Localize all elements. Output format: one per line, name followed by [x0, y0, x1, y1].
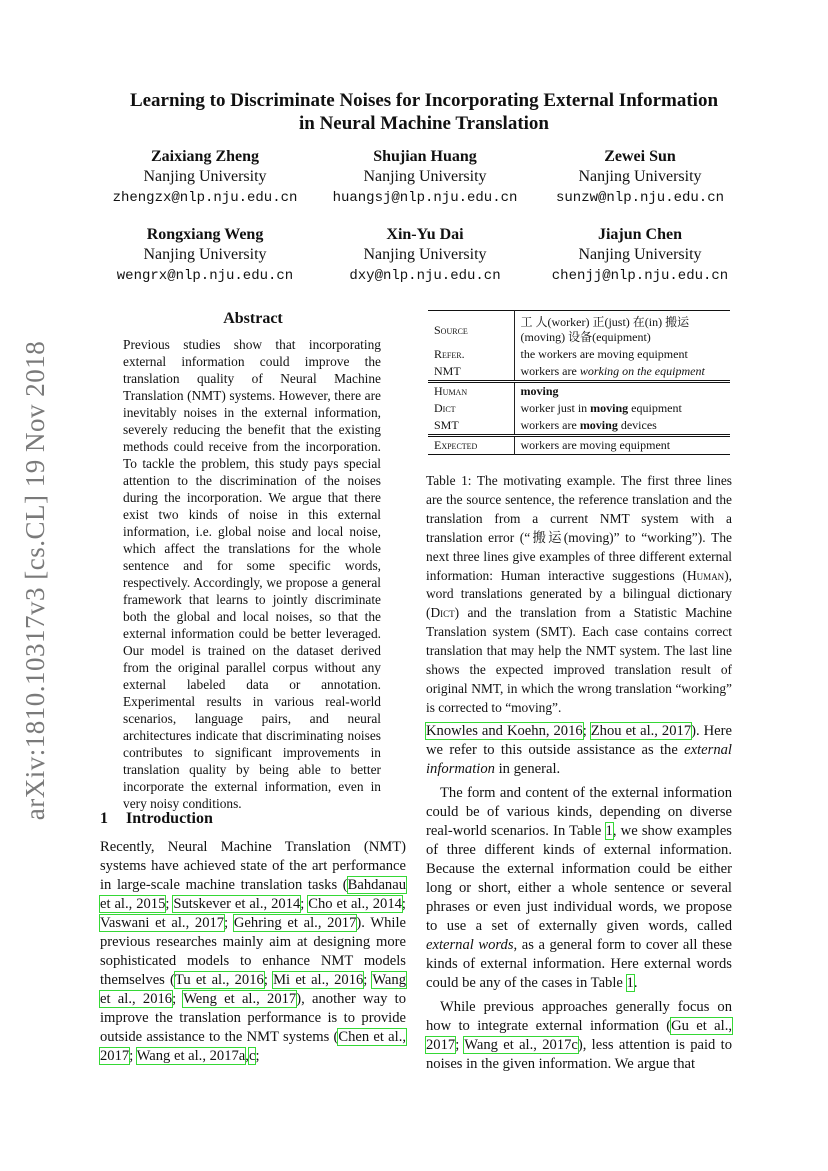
table-row: [428, 400, 730, 417]
author-name: Shujian Huang: [373, 148, 477, 165]
author-name: Zewei Sun: [604, 148, 676, 165]
separator: ;: [224, 915, 234, 931]
row-value: [514, 400, 730, 417]
author-affiliation: Nanjing University: [143, 168, 267, 185]
citation-link[interactable]: Wang et al., 2017a: [136, 1048, 246, 1064]
row-value: [514, 382, 730, 401]
abstract-heading: Abstract: [223, 310, 283, 327]
abstract-text: Previous studies show that incorporating external information could improve the translation quality of Neural Machine Translation (NMT) systems. However, there are inevitably noises in the external information, severely reducing the benefit that the existing methods could receive from the incorporation. To tackle the problem, this study pays special attention to the discrimination of the noises during the incorporation. We argue that there exist two kinds of noise in this external information, i.e. global noise and local noise, which affect the translations for the whole sentence and for some specific words, respectively. Accordingly, we propose a general framework that learns to jointly discriminate both the global and local noises, so that the external information could be better leveraged. Our model is trained on the dataset derived from the original parallel corpus without any external labeled data or annotation. Experimental results in various real-world scenarios, language pairs, and neural architectures indicate that discriminating noises contributes to significant improvements in translation quality by being able to better incorporate the external information, even in very noisy conditions.: [123, 337, 381, 811]
caption-smallcaps: Dict: [430, 605, 455, 621]
author-block: [540, 147, 740, 209]
value-bold: moving: [590, 401, 629, 415]
section-number: 1: [100, 810, 108, 827]
caption-text: ) and the translation from a Statistic Machine Translation system (SMT). Each case contains correct translation that may help the NMT system. The last line shows the expected improved translation result of original NMT, in which the wrong translation “working” is corrected to “moving”.: [426, 605, 732, 715]
table-row: [428, 417, 730, 436]
author-block: [320, 147, 530, 209]
row-key: Expected: [428, 436, 514, 455]
body-text: ;: [255, 1048, 260, 1064]
author-row-2: [100, 225, 740, 287]
paragraph: [426, 722, 732, 779]
paper-title: [90, 89, 758, 135]
table-row: [428, 346, 730, 363]
author-block: [540, 225, 740, 287]
author-affiliation: Nanjing University: [578, 246, 702, 263]
citation-link[interactable]: Wang et al., 2017c: [464, 1037, 578, 1053]
title-line-1: Learning to Discriminate Noises for Incorporating External Information: [129, 90, 719, 111]
citation-link[interactable]: Gu et al., 2017: [426, 1018, 733, 1053]
paragraph: [426, 998, 732, 1074]
paragraph: [426, 784, 732, 993]
section-title: Introduction: [126, 810, 213, 827]
value-bold: moving: [520, 384, 559, 398]
row-key: Source: [428, 311, 514, 347]
author-email: zhengzx@nlp.nju.edu.cn: [112, 190, 298, 206]
citation-link[interactable]: Wang et al., 2016: [100, 972, 406, 1007]
citation-link[interactable]: Gehring et al., 2017: [233, 915, 357, 931]
value-text: worker just in: [520, 401, 591, 415]
row-value: workers are moving equipment: [520, 438, 671, 452]
author-email: wengrx@nlp.nju.edu.cn: [116, 268, 294, 284]
caption-smallcaps: Human: [687, 567, 725, 583]
citation-link[interactable]: Weng et al., 2017: [183, 991, 297, 1007]
table-caption: [426, 472, 732, 718]
author-name: Jiajun Chen: [597, 226, 683, 243]
caption-text: Table 1: The motivating example. The first three lines are the source sentence, the reference translation and the translation from a current NMT system with a translation error (“搬运(moving)” to “working”). The next three lines give examples of three different external information: Human interactive suggestions (: [426, 473, 732, 583]
value-text: workers are: [520, 364, 580, 378]
author-email: sunzw@nlp.nju.edu.cn: [555, 190, 725, 206]
arxiv-identifier-stamp: [8, 300, 64, 860]
separator: ;: [363, 972, 373, 988]
citation-link[interactable]: Tu et al., 2016: [174, 972, 264, 988]
author-name: Xin-Yu Dai: [386, 226, 464, 243]
separator: ;: [300, 896, 309, 912]
citation-link[interactable]: Bahdanau et al., 2015: [100, 877, 406, 912]
value-emphasis: working on the equipment: [579, 364, 705, 378]
table-row: [428, 311, 730, 347]
table-reference-link[interactable]: 1: [626, 975, 634, 991]
separator: ;: [129, 1048, 137, 1064]
row-key: SMT: [428, 417, 514, 436]
citation-link[interactable]: Zhou et al., 2017: [590, 723, 692, 739]
author-row-1: [100, 147, 740, 209]
author-affiliation: Nanjing University: [578, 168, 702, 185]
right-column-body: [426, 722, 732, 1079]
motivating-example-table: [428, 310, 730, 455]
body-text: ), less attention is paid to noises in the given information. We argue that: [426, 1037, 732, 1072]
row-value: the workers are moving equipment: [520, 347, 688, 361]
separator: ;: [172, 991, 184, 1007]
separator: ;: [401, 896, 406, 912]
citation-link[interactable]: Knowles and Koehn, 2016: [426, 723, 583, 739]
author-affiliation: Nanjing University: [363, 168, 487, 185]
citation-link[interactable]: Chen et al., 2017: [100, 1029, 406, 1064]
introduction-paragraph: [100, 838, 406, 1066]
row-key: NMT: [428, 363, 514, 382]
separator: ;: [263, 972, 274, 988]
row-key: Dict: [428, 400, 514, 417]
author-email: huangsj@nlp.nju.edu.cn: [332, 190, 518, 206]
value-text: equipment: [628, 401, 682, 415]
section-heading-introduction: [100, 810, 406, 828]
title-line-2: in Neural Machine Translation: [298, 113, 549, 134]
body-text: in general.: [494, 761, 561, 777]
body-text: , we show examples of three different kinds of external information. Because the external information could be either long or short, either a whole sentence or several phrases or even just individual words, we propose to use a set of externally given words, called: [426, 823, 732, 934]
body-emphasis: external information: [426, 742, 732, 777]
body-text: .: [633, 975, 638, 991]
row-value: [514, 363, 730, 382]
body-text: The form and content of the external information could be of various kinds, depending on diverse real-world scenarios. In Table: [426, 785, 732, 839]
separator: ;: [582, 723, 591, 739]
citation-link[interactable]: Vaswani et al., 2017: [100, 915, 225, 931]
author-name: Zaixiang Zheng: [150, 148, 260, 165]
separator: ,: [245, 1048, 249, 1064]
body-text: ). Here we refer to this outside assistance as the: [426, 723, 732, 758]
value-text: workers are: [520, 418, 580, 432]
body-text: ). While previous researches mainly aim at designing more sophisticated models to enhance NMT models themselves (: [100, 915, 406, 988]
author-block: [100, 225, 310, 287]
separator: ;: [165, 896, 174, 912]
author-name: Rongxiang Weng: [146, 226, 264, 243]
body-emphasis: external words: [426, 937, 514, 953]
row-value: 工 人(worker) 正(just) 在(in) 搬运(moving) 设备(equipment): [520, 315, 690, 344]
table-reference-link[interactable]: 1: [605, 823, 613, 839]
separator: ;: [455, 1037, 465, 1053]
author-block: [320, 225, 530, 287]
table-row: [428, 382, 730, 401]
table-row: [428, 363, 730, 382]
row-key: Refer.: [428, 346, 514, 363]
citation-link[interactable]: Sutskever et al., 2014: [173, 896, 301, 912]
body-text: ), another way to improve the translation performance is to provide outside assistance to the NMT systems (: [100, 991, 406, 1045]
author-affiliation: Nanjing University: [143, 246, 267, 263]
citation-link[interactable]: Mi et al., 2016: [273, 972, 364, 988]
author-block: [100, 147, 310, 209]
arxiv-id-text: arXiv:1810.10317v3 [cs.CL] 19 Nov 2018: [20, 340, 51, 820]
table-row: [428, 436, 730, 455]
row-value: [514, 417, 730, 436]
value-text: devices: [617, 418, 657, 432]
author-affiliation: Nanjing University: [363, 246, 487, 263]
body-text: While previous approaches generally focus on how to integrate external information (: [426, 999, 732, 1034]
row-key: Human: [428, 382, 514, 401]
author-email: dxy@nlp.nju.edu.cn: [349, 268, 501, 284]
value-bold: moving: [579, 418, 618, 432]
caption-text: ), word translations generated by a bilingual dictionary (: [426, 567, 732, 621]
body-text: Recently, Neural Machine Translation (NMT) systems have achieved state of the art performance in large-scale machine translation tasks (: [100, 839, 406, 893]
author-email: chenjj@nlp.nju.edu.cn: [551, 268, 729, 284]
citation-link[interactable]: Cho et al., 2014: [308, 896, 402, 912]
citation-link[interactable]: c: [248, 1048, 256, 1064]
body-text: , as a general form to cover all these kinds of external information. Here external words could be any of the cases in Table: [426, 937, 732, 991]
